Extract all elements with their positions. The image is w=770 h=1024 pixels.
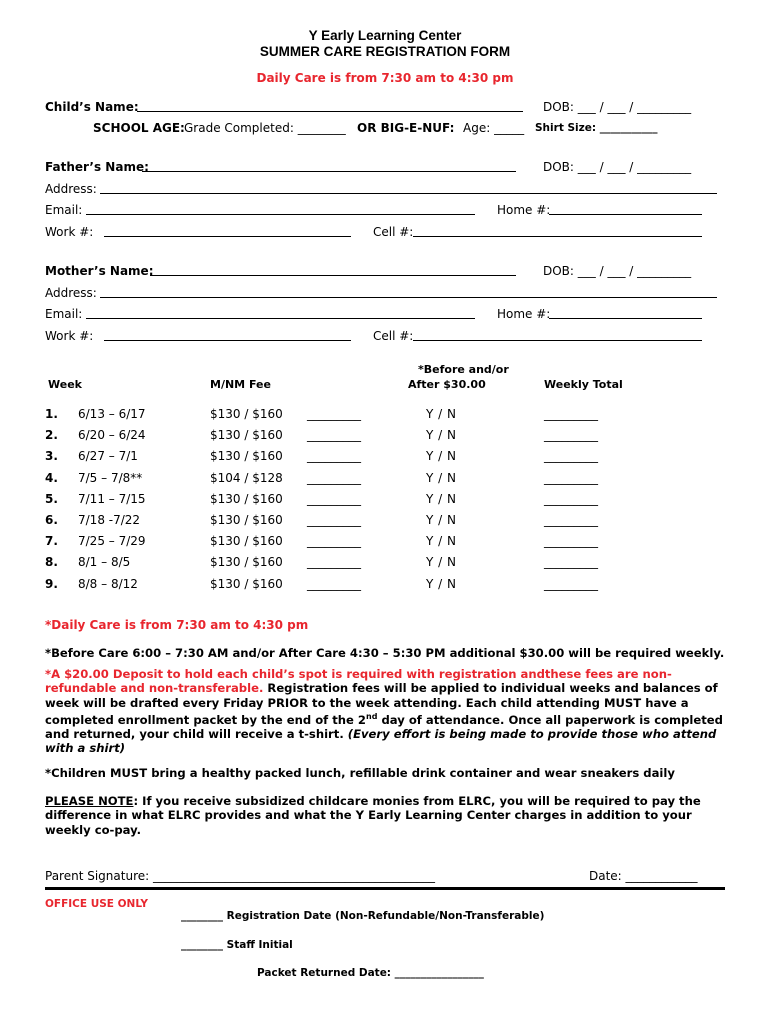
child-dob-field[interactable]: DOB: ___ / ___ / _________ [543, 100, 692, 114]
week-dates: 8/8 – 8/12 [78, 577, 138, 591]
deposit-note [45, 667, 735, 756]
father-address-label: Address: [45, 182, 97, 196]
mother-work-field[interactable] [104, 329, 351, 341]
father-email-field[interactable] [86, 203, 475, 215]
father-cell-field[interactable] [413, 225, 702, 237]
father-work-field[interactable] [104, 225, 351, 237]
week-fee-blank[interactable]: _________ [307, 492, 361, 506]
week-fee: $130 / $160 [210, 534, 283, 548]
lunch-note: *Children MUST bring a healthy packed lunch, refillable drink container and wear sneakers daily [45, 766, 675, 780]
weekly-total-blank[interactable]: _________ [544, 534, 598, 548]
week-number: 1. [45, 407, 58, 421]
mother-email-label: Email: [45, 307, 83, 321]
weekly-total-blank[interactable]: _________ [544, 577, 598, 591]
week-number: 3. [45, 449, 58, 463]
col-before-after-line1: *Before and/or [418, 363, 509, 376]
office-use-title: OFFICE USE ONLY [45, 898, 149, 910]
staff-initial-field[interactable]: ________ Staff Initial [181, 939, 293, 951]
week-fee: $130 / $160 [210, 428, 283, 442]
week-fee: $130 / $160 [210, 492, 283, 506]
signature-date-field[interactable]: Date: ____________ [589, 869, 698, 883]
week-dates: 7/11 – 7/15 [78, 492, 146, 506]
before-after-yes-no[interactable]: Y / N [426, 492, 457, 506]
week-dates: 7/25 – 7/29 [78, 534, 146, 548]
father-dob-field[interactable]: DOB: ___ / ___ / _________ [543, 160, 692, 174]
father-address-field[interactable] [100, 182, 717, 194]
please-note-text: : If you receive subsidized childcare monies from ELRC, you will be required to pay the difference in what ELRC provides and what the Y Early Learning Center charges in addition to your weekly co-pay. [45, 794, 701, 837]
child-name-field[interactable] [137, 100, 523, 112]
week-fee-blank[interactable]: _________ [307, 534, 361, 548]
week-fee-blank[interactable]: _________ [307, 428, 361, 442]
deposit-text-1: Registration fees will be applied to individual weeks and balances of week will be drafted every Friday PRIOR to the week attending. Each child attending MUST have a completed enrollment packet by the end of the 2 [45, 681, 718, 727]
week-number: 2. [45, 428, 58, 442]
before-after-yes-no[interactable]: Y / N [426, 555, 457, 569]
child-name-label: Child’s Name: [45, 100, 139, 114]
week-number: 8. [45, 555, 58, 569]
col-before-after-line2: After $30.00 [408, 378, 486, 391]
weekly-total-blank[interactable]: _________ [544, 513, 598, 527]
mother-email-field[interactable] [86, 307, 475, 319]
week-number: 9. [45, 577, 58, 591]
please-note-label: PLEASE NOTE [45, 794, 134, 808]
week-number: 6. [45, 513, 58, 527]
week-fee-blank[interactable]: _________ [307, 513, 361, 527]
weekly-total-blank[interactable]: _________ [544, 492, 598, 506]
mother-home-label: Home #: [497, 307, 551, 321]
org-name: Y Early Learning Center [308, 28, 462, 43]
before-after-yes-no[interactable]: Y / N [426, 407, 457, 421]
col-week: Week [48, 378, 82, 391]
mother-dob-field[interactable]: DOB: ___ / ___ / _________ [543, 264, 692, 278]
father-home-field[interactable] [549, 203, 702, 215]
before-after-yes-no[interactable]: Y / N [426, 449, 457, 463]
age-field[interactable]: Age: _____ [463, 121, 525, 135]
mother-cell-label: Cell #: [373, 329, 414, 343]
father-name-field[interactable] [142, 160, 516, 172]
form-title: SUMMER CARE REGISTRATION FORM [259, 44, 511, 59]
daily-care-note: *Daily Care is from 7:30 am to 4:30 pm [45, 618, 309, 632]
week-fee: $104 / $128 [210, 471, 283, 485]
mother-name-label: Mother’s Name: [45, 264, 154, 278]
packet-returned-field[interactable]: Packet Returned Date: _________________ [257, 967, 484, 979]
weekly-total-blank[interactable]: _________ [544, 471, 598, 485]
week-fee-blank[interactable]: _________ [307, 471, 361, 485]
daily-care-header: Daily Care is from 7:30 am to 4:30 pm [256, 71, 514, 85]
mother-cell-field[interactable] [413, 329, 702, 341]
deposit-sup: nd [366, 711, 378, 721]
week-number: 4. [45, 471, 58, 485]
shirt-size-field[interactable]: Shirt Size: ___________ [535, 122, 658, 134]
father-work-label: Work #: [45, 225, 94, 239]
col-weekly-total: Weekly Total [544, 378, 623, 391]
week-fee: $130 / $160 [210, 555, 283, 569]
big-e-nuf-label: OR BIG-E-NUF: [357, 121, 455, 135]
deposit-red-text: *A $20.00 Deposit to hold each child’s spot is required with registration andthese fees are non-refundable and non-transferable. [45, 667, 672, 696]
week-number: 7. [45, 534, 58, 548]
week-fee: $130 / $160 [210, 513, 283, 527]
week-fee: $130 / $160 [210, 407, 283, 421]
week-dates: 7/18 -7/22 [78, 513, 141, 527]
father-home-label: Home #: [497, 203, 551, 217]
week-fee-blank[interactable]: _________ [307, 449, 361, 463]
registration-date-field[interactable]: ________ Registration Date (Non-Refundable/Non-Transferable) [181, 910, 545, 922]
before-after-yes-no[interactable]: Y / N [426, 471, 457, 485]
mother-name-field[interactable] [150, 264, 516, 276]
week-number: 5. [45, 492, 58, 506]
weekly-total-blank[interactable]: _________ [544, 407, 598, 421]
father-cell-label: Cell #: [373, 225, 414, 239]
week-dates: 6/27 – 7/1 [78, 449, 138, 463]
divider-rule [45, 887, 725, 890]
before-after-yes-no[interactable]: Y / N [426, 513, 457, 527]
deposit-italic: (Every effort is being made to provide those who attend with a shirt) [45, 727, 717, 756]
week-dates: 8/1 – 8/5 [78, 555, 131, 569]
father-name-label: Father’s Name: [45, 160, 149, 174]
mother-work-label: Work #: [45, 329, 94, 343]
please-note [45, 794, 735, 837]
mother-address-label: Address: [45, 286, 97, 300]
mother-home-field[interactable] [549, 307, 702, 319]
week-fee-blank[interactable]: _________ [307, 555, 361, 569]
week-dates: 6/20 – 6/24 [78, 428, 146, 442]
before-after-yes-no[interactable]: Y / N [426, 534, 457, 548]
week-fee-blank[interactable]: _________ [307, 407, 361, 421]
deposit-text-2: day of attendance. Once all paperwork is completed and returned, your child will receive a t-shirt. [45, 712, 723, 742]
before-after-yes-no[interactable]: Y / N [426, 577, 457, 591]
week-fee: $130 / $160 [210, 449, 283, 463]
week-dates: 7/5 – 7/8** [78, 471, 143, 485]
mother-address-field[interactable] [100, 286, 717, 298]
weekly-total-blank[interactable]: _________ [544, 428, 598, 442]
col-fee: M/NM Fee [210, 378, 271, 391]
weekly-total-blank[interactable]: _________ [544, 555, 598, 569]
week-dates: 6/13 – 6/17 [78, 407, 146, 421]
parent-signature-field[interactable]: Parent Signature: _______________________________________________ [45, 869, 435, 883]
school-age-label: SCHOOL AGE: [93, 121, 185, 135]
weekly-total-blank[interactable]: _________ [544, 449, 598, 463]
before-after-note: *Before Care 6:00 – 7:30 AM and/or After Care 4:30 – 5:30 PM additional $30.00 will be required weekly. [45, 646, 725, 660]
week-fee-blank[interactable]: _________ [307, 577, 361, 591]
father-email-label: Email: [45, 203, 83, 217]
before-after-yes-no[interactable]: Y / N [426, 428, 457, 442]
grade-completed-field[interactable]: Grade Completed: ________ [184, 121, 346, 135]
week-fee: $130 / $160 [210, 577, 283, 591]
